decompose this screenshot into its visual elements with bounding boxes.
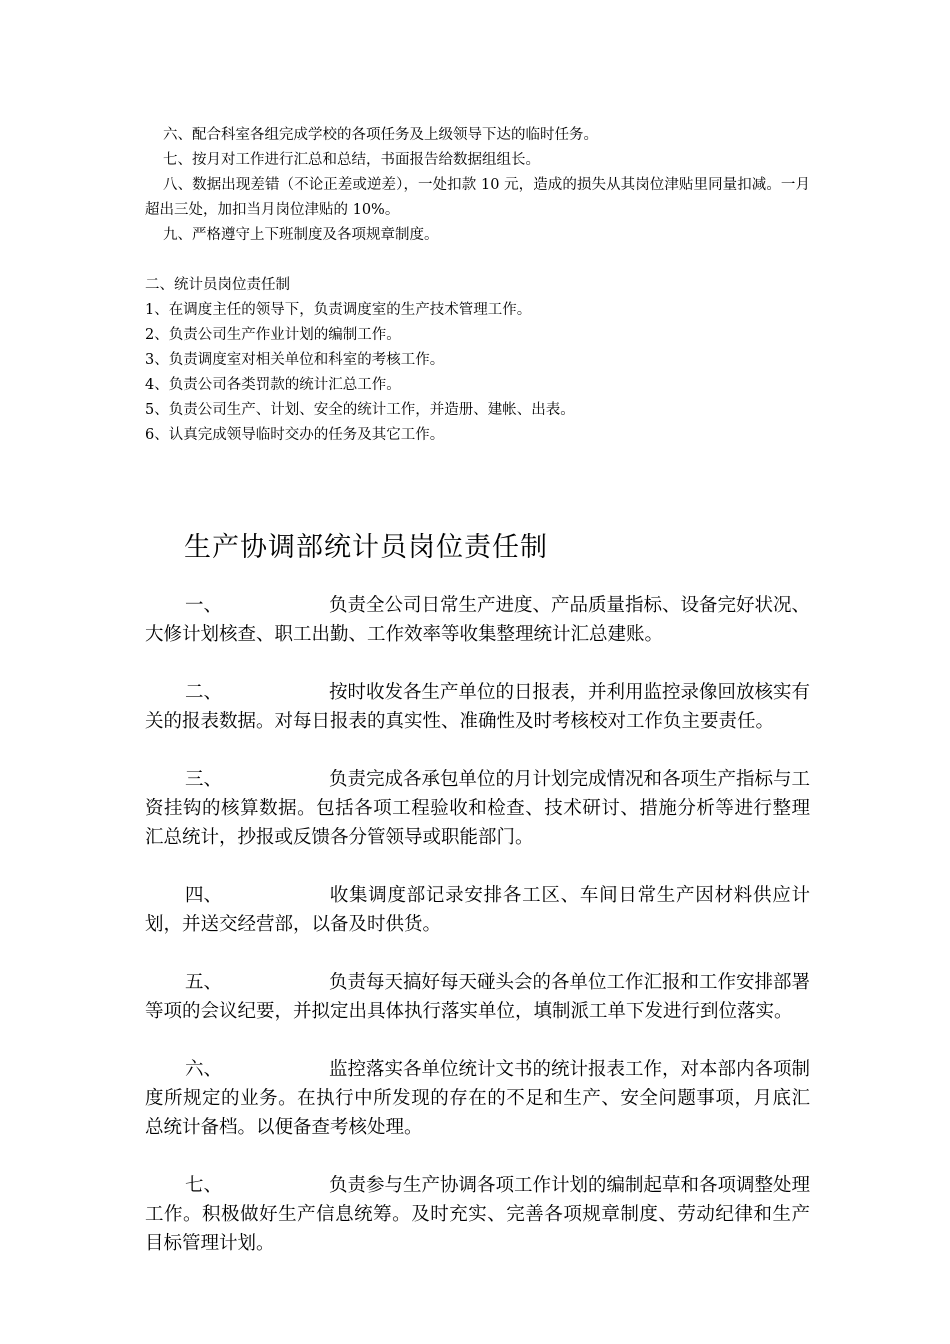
article-item — [145, 1055, 810, 1142]
list-item: 九、严格遵守上下班制度及各项规章制度。 — [163, 227, 439, 243]
article-item — [145, 765, 810, 852]
list-item: 6、认真完成领导临时交办的任务及其它工作。 — [145, 427, 445, 443]
list-item: 2、负责公司生产作业计划的编制工作。 — [145, 327, 401, 343]
article-number: 五、 — [185, 972, 223, 993]
list-item: 1、在调度主任的领导下，负责调度室的生产技术管理工作。 — [145, 302, 532, 318]
list-item: 4、负责公司各类罚款的统计汇总工作。 — [145, 377, 401, 393]
top-section — [145, 123, 810, 448]
article-text: 负责完成各承包单位的月计划完成情况和各项生产指标与工资挂钩的核算数据。包括各项工程验收和检查、技术研讨、措施分析等进行整理汇总统计，抄报或反馈各分管领导或职能部门。 — [145, 769, 811, 848]
article-number: 三、 — [185, 769, 223, 790]
article-number: 一、 — [185, 595, 223, 616]
list-item: 八、数据出现差错（不论正差或逆差），一处扣款 10 元，造成的损失从其岗位津贴里同量扣减。一月超出三处，加扣当月岗位津贴的 10%。 — [145, 177, 810, 218]
article-number: 七、 — [185, 1175, 223, 1196]
document-title: 生产协调部统计员岗位责任制 — [184, 532, 548, 563]
article-number: 四、 — [185, 885, 223, 906]
list-item: 3、负责调度室对相关单位和科室的考核工作。 — [145, 352, 445, 368]
article-list — [145, 591, 810, 1287]
list-item: 六、配合科室各组完成学校的各项任务及上级领导下达的临时任务。 — [163, 127, 598, 143]
section-heading: 二、统计员岗位责任制 — [145, 277, 290, 293]
article-item — [145, 968, 810, 1026]
article-number: 六、 — [185, 1059, 223, 1080]
article-text: 负责全公司日常生产进度、产品质量指标、设备完好状况、大修计划核查、职工出勤、工作效率等收集整理统计汇总建账。 — [145, 595, 811, 645]
article-number: 二、 — [185, 682, 223, 703]
article-item — [145, 881, 810, 939]
article-item — [145, 678, 810, 736]
list-item: 5、负责公司生产、计划、安全的统计工作，并造册、建帐、出表。 — [145, 402, 575, 418]
article-text: 按时收发各生产单位的日报表，并利用监控录像回放核实有关的报表数据。对每日报表的真实性、准确性及时考核校对工作负主要责任。 — [145, 682, 811, 732]
article-text: 监控落实各单位统计文书的统计报表工作，对本部内各项制度所规定的业务。在执行中所发现的存在的不足和生产、安全问题事项，月底汇总统计备档。以便备查考核处理。 — [145, 1059, 811, 1138]
article-item — [145, 1171, 810, 1258]
list-item: 七、按月对工作进行汇总和总结，书面报告给数据组组长。 — [163, 152, 540, 168]
article-text: 负责参与生产协调各项工作计划的编制起草和各项调整处理工作。积极做好生产信息统筹。及时充实、完善各项规章制度、劳动纪律和生产目标管理计划。 — [145, 1175, 811, 1254]
article-text: 收集调度部记录安排各工区、车间日常生产因材料供应计划，并送交经营部，以备及时供货。 — [145, 885, 810, 935]
article-item — [145, 591, 810, 649]
article-text: 负责每天搞好每天碰头会的各单位工作汇报和工作安排部署等项的会议纪要，并拟定出具体执行落实单位，填制派工单下发进行到位落实。 — [145, 972, 811, 1022]
spacer — [145, 248, 810, 273]
